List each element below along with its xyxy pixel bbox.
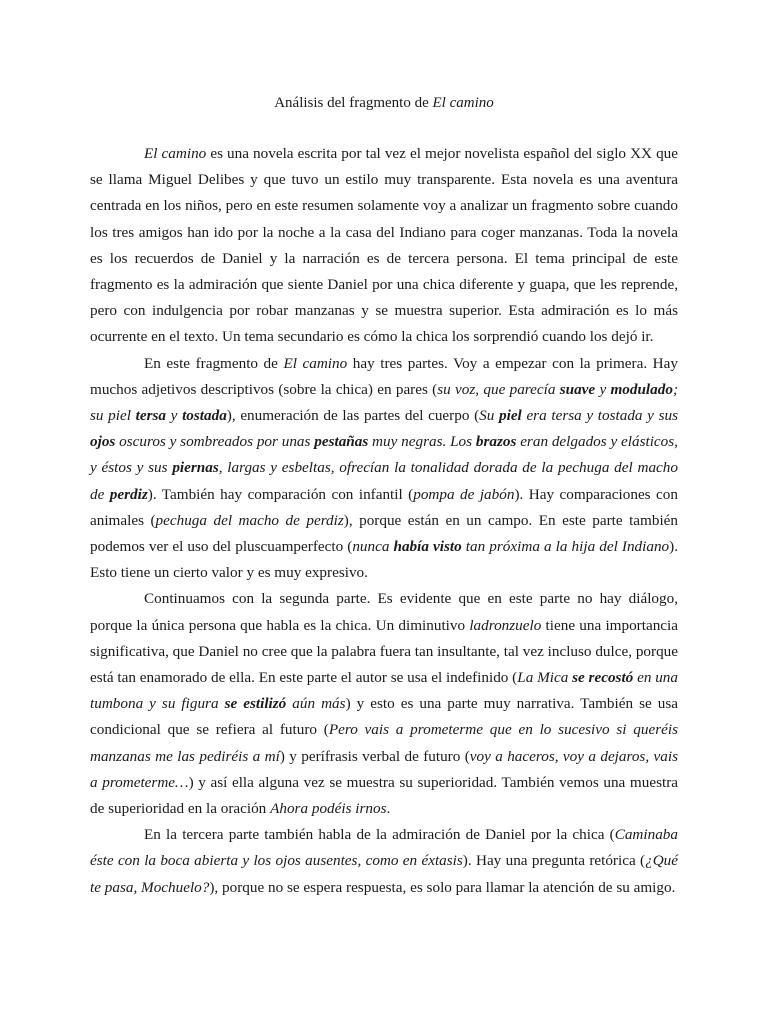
text-run: ). Hay comparaciones con animales ( xyxy=(90,485,678,529)
text-run-italic: aún más xyxy=(286,695,346,713)
text-run-italic: pechuga del macho de perdiz xyxy=(155,511,344,529)
text-run-italic: en una tumbona y su figura xyxy=(90,669,678,713)
text-run: ). También hay comparación con infantil ( xyxy=(147,485,414,503)
paragraph-1 xyxy=(90,141,678,351)
text-run: ) y así ella alguna vez se muestra su superioridad. También vemos una muestra de superioridad en la oración xyxy=(90,773,679,818)
text-run-italic: ¿Qué te pasa, Mochuelo? xyxy=(90,852,678,896)
title-prefix: Análisis del fragmento de xyxy=(274,95,433,111)
text-run: tiene una importancia significativa, que Daniel no cree que la palabra fuera tan insultante, tal vez incluso dulce, porque está tan enamorado de ella. En este parte el autor se usa el indefinido ( xyxy=(90,616,678,687)
text-run: ), enumeración de las partes del cuerpo ( xyxy=(226,407,480,425)
text-run-italic: Su xyxy=(479,407,499,425)
text-run-bold-italic: piel xyxy=(499,407,522,425)
text-run-italic: tan próxima a la hija del Indiano xyxy=(461,538,670,556)
text-run-italic: voy a haceros, voy a dejaros, vais a prometerme… xyxy=(90,747,678,791)
text-run-bold-italic: brazos xyxy=(475,433,517,451)
text-run-italic: oscuros y sombreados por unas xyxy=(115,433,315,451)
text-run-italic: pompa de jabón xyxy=(413,485,515,503)
text-run-italic: Caminaba éste con la boca abierta y los ojos ausentes, como en éxtasis xyxy=(90,826,678,870)
work-title: El camino xyxy=(144,145,207,162)
text-run-italic: La Mica xyxy=(517,669,573,687)
text-run-italic: eran delgados y elásticos, y éstos y sus xyxy=(90,433,678,477)
text-run: ) y esto es una parte muy narrativa. También se usa condicional que se refiera al futuro ( xyxy=(90,695,678,739)
paragraph-4 xyxy=(90,822,678,901)
text-run-italic: ladronzuelo xyxy=(469,616,542,634)
text-run-bold-italic: perdiz xyxy=(109,485,148,503)
text-run-italic: muy negras. Los xyxy=(368,433,476,451)
text-run-italic: y xyxy=(595,380,611,398)
paragraph-text: es una novela escrita por tal vez el mejor novelista español del siglo XX que se llama Miguel Delibes y que tuvo un estilo muy transparente. Esta novela es una aventura centrada en los niños, pero en este resumen solamente voy a analizar un fragmento sobre cuando los tres amigos han ido por la noche a la casa del Indiano para coger manzanas. Toda la novela es los recuerdos de Daniel y la narración es de tercera persona. El tema principal de este fragmento es la admiración que siente Daniel por una chica diferente y guapa, que les reprende, pero con indulgencia por robar manzanas y se muestra superior. Esta admiración es lo más ocurrente en el texto. Un tema secundario es cómo la chica los sorprendió cuando los dejó ir. xyxy=(90,145,678,346)
text-run-italic: su voz, que parecía xyxy=(437,380,560,398)
text-run: Continuamos con la segunda parte. Es evidente que en este parte no hay diálogo, porque la única persona que habla es la chica. Un diminutivo xyxy=(90,590,678,634)
text-run: . xyxy=(386,800,391,818)
text-run-bold-italic: tersa xyxy=(135,407,166,425)
text-run-bold-italic: pestañas xyxy=(314,433,369,451)
text-run: En este fragmento de xyxy=(144,354,284,372)
text-run-bold-italic: se estilizó xyxy=(224,695,287,713)
text-run-italic: El camino xyxy=(283,354,348,372)
paragraph-2 xyxy=(90,351,678,587)
text-run-bold-italic: modulado xyxy=(610,380,673,398)
document-title xyxy=(90,91,678,115)
text-run-italic: nunca xyxy=(352,538,394,556)
text-run: ). Hay una pregunta retórica ( xyxy=(462,852,646,870)
text-run-italic: era tersa y tostada y sus xyxy=(521,407,679,425)
text-run-bold-italic: tostada xyxy=(182,407,227,425)
text-run-bold-italic: piernas xyxy=(172,459,219,477)
text-run-bold-italic: ojos xyxy=(90,433,116,451)
text-run-bold-italic: había visto xyxy=(393,538,462,556)
text-run-italic: ; su piel xyxy=(90,380,678,425)
text-run-italic: Pero vais a prometerme que en lo sucesivo si queréis manzanas me las pediréis a mí xyxy=(90,721,678,765)
paragraph-3 xyxy=(90,586,678,822)
text-run-bold-italic: se recostó xyxy=(572,669,634,687)
text-run: ), porque están en un campo. En este parte también podemos ver el uso del pluscuamperfecto ( xyxy=(90,511,679,556)
text-run: hay tres partes. Voy a empezar con la primera. Hay muchos adjetivos descriptivos (sobre la chica) en pares ( xyxy=(90,354,678,398)
text-run: ). Esto tiene un cierto valor y es muy expresivo. xyxy=(90,538,678,582)
text-run-bold-italic: suave xyxy=(559,380,596,398)
text-run: ), porque no se espera respuesta, es solo para llamar la atención de su amigo. xyxy=(209,878,676,896)
text-run: ) y perífrasis verbal de futuro ( xyxy=(279,747,470,765)
text-run-italic: Ahora podéis irnos xyxy=(270,800,387,818)
title-work: El camino xyxy=(432,95,494,111)
text-run-italic: , largas y esbeltas, ofrecían la tonalidad dorada de la pechuga del macho de xyxy=(90,459,678,503)
text-run-italic: y xyxy=(165,407,183,425)
text-run: En la tercera parte también habla de la admiración de Daniel por la chica ( xyxy=(144,826,615,844)
